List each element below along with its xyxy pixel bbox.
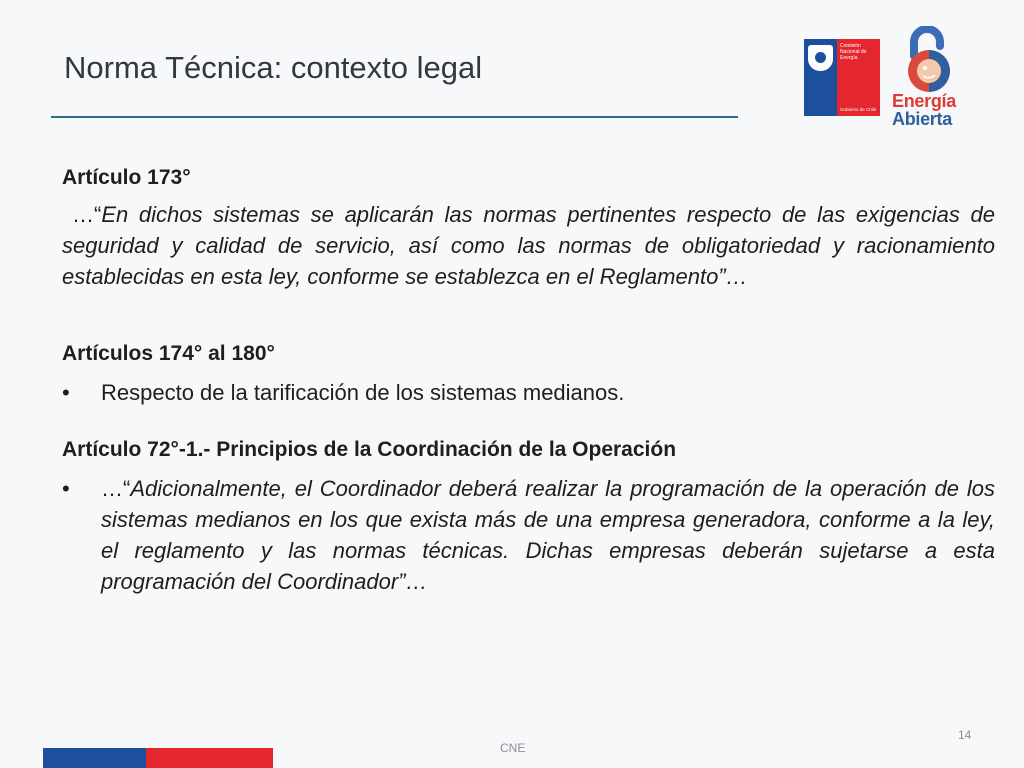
section-heading: Artículo 173° [62,166,191,189]
logo-subtext: Gobierno de Chile [840,107,877,112]
bullet-icon: • [62,476,70,501]
section-heading: Artículos 174° al 180° [62,342,275,365]
page-number: 14 [958,728,972,742]
list-item-text: Respecto de la tarificación de los sistemas medianos. [101,380,625,405]
logo-energia: Energía [892,91,956,111]
footer-bar-red [146,748,273,768]
logo-text-line3: Energía [840,55,858,61]
energia-abierta-logo [892,26,966,132]
logo-abierta: Abierta [892,109,952,129]
quote-text: En dichos sistemas se aplicarán las normas pertinentes respecto de las exigencias de seguridad y calidad de servicio, así como las normas de obligatoriedad y racionamiento establecidas en esta ley, conforme se establezca en el Reglamento”… [62,202,995,289]
list-item [62,377,995,408]
article-quote [101,473,995,597]
section-heading: Artículo 72°-1.- Principios de la Coordinación de la Operación [62,438,677,461]
quote-lead: …“ [72,202,102,227]
slide-body [62,166,995,597]
title-underline [51,116,738,118]
slide-title: Norma Técnica: contexto legal [64,50,483,85]
footer-bar-blue [43,748,146,768]
open-lock-icon [892,26,966,94]
bullet-icon: • [62,380,70,405]
logo-text-line1: Comisión [840,43,861,49]
logo-text-line2: Nacional de [840,49,867,55]
gobierno-de-chile-logo [804,39,880,116]
article-quote [62,199,995,292]
quote-text: Adicionalmente, el Coordinador deberá realizar la programación de la operación de los sistemas medianos en los que exista más de una empresa generadora, conforme a la ley, el reglamento y las normas técnicas. Dichas empresas deberán sujetarse a esta programación del Coordinador”… [101,476,995,594]
list-item [62,473,995,597]
chile-coat-of-arms-icon [808,45,833,71]
quote-lead: …“ [101,476,131,501]
footer-label: CNE [500,741,526,755]
